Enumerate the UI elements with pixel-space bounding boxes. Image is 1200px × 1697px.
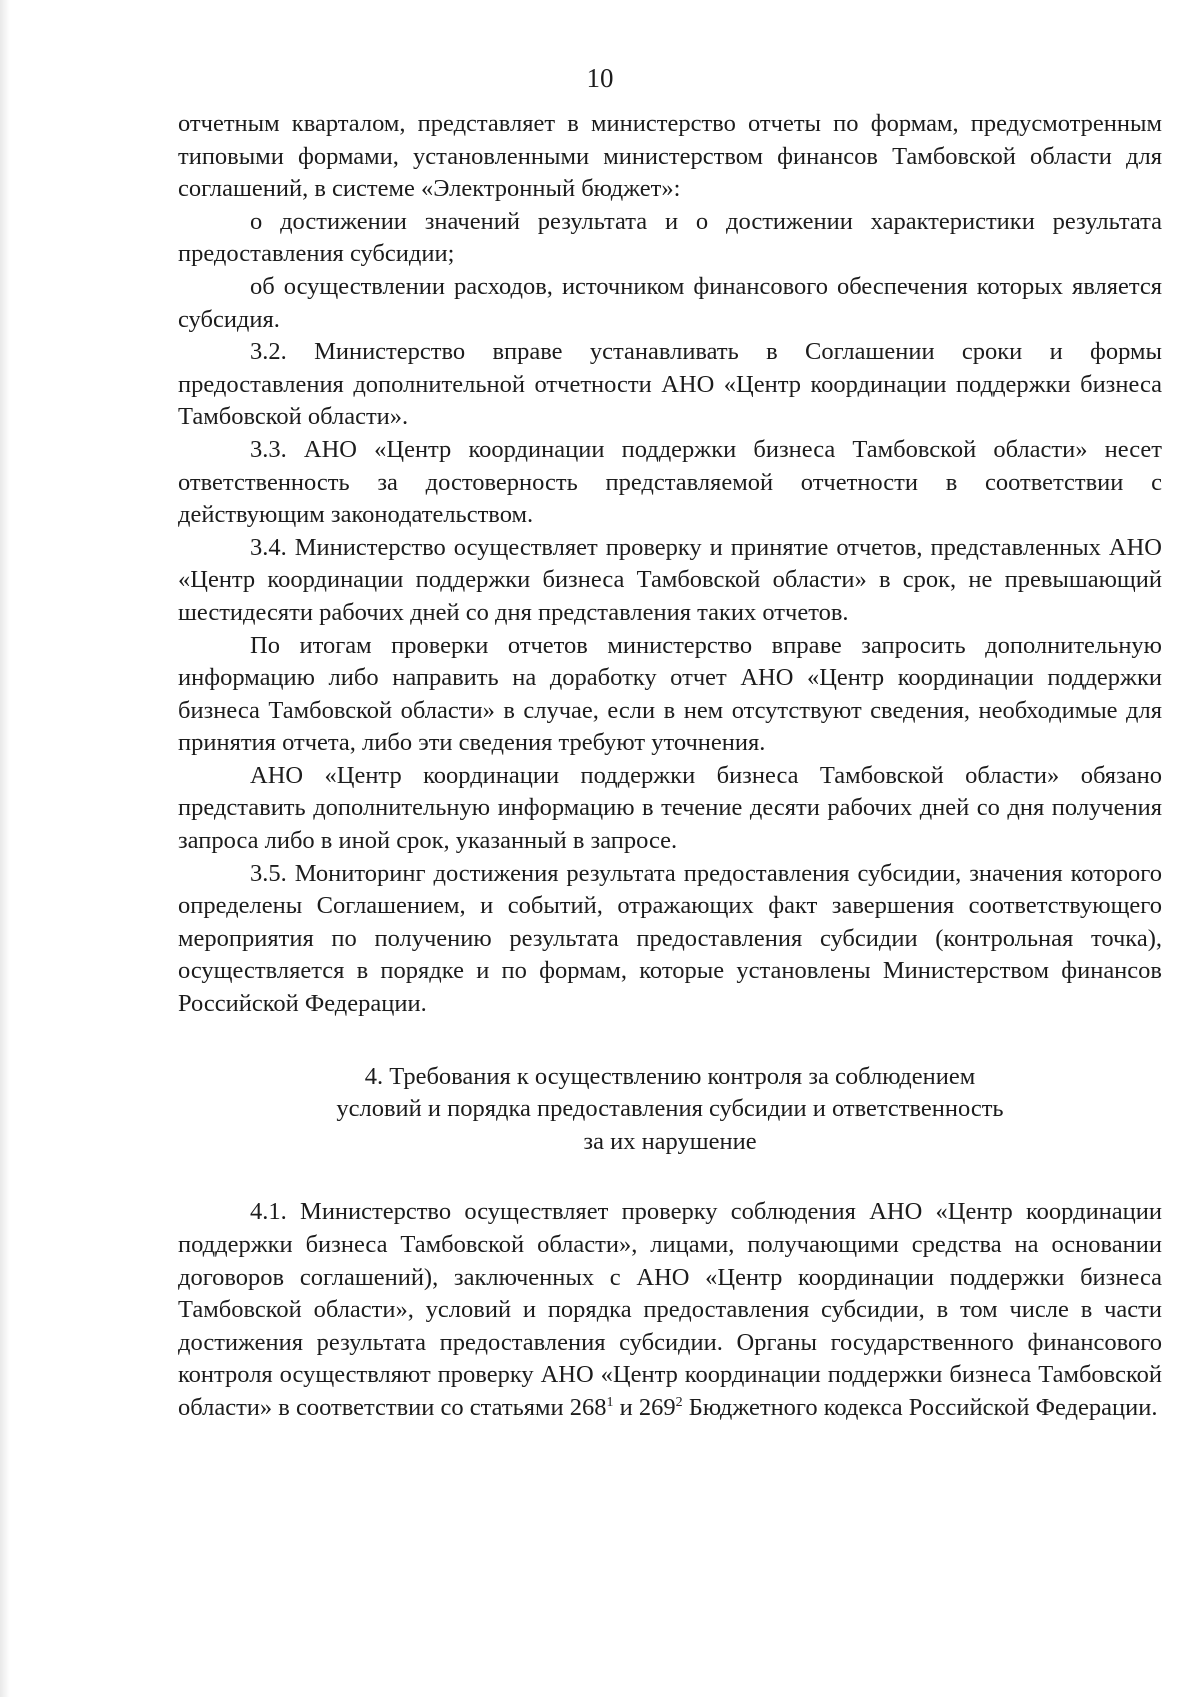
heading-line: за их нарушение [583,1127,757,1155]
paragraph-3-4: 3.4. Министерство осуществляет проверку и принятие отчетов, представленных АНО «Центр координации поддержки бизнеса Тамбовской области» в срок, не превышающий шестидесяти рабочих дней со дня представления таких отчетов. [178,533,1162,626]
article-number: 269 [638,1393,676,1421]
paragraph-3-3: 3.3. АНО «Центр координации поддержки бизнеса Тамбовской области» несет ответственность за достоверность представляемой отчетности в соответствии с действующим законодательством. [178,435,1162,529]
article-superscript: 2 [675,1394,683,1410]
section-heading [178,1061,1162,1159]
paragraph: о достижении значений результата и о достижении характеристики результата предоставления субсидии; [178,207,1162,268]
article-number: 268 [569,1393,607,1421]
paragraph-4-1-ending: Бюджетного кодекса Российской Федерации. [682,1393,1158,1421]
page-number: 10 [586,63,614,93]
paragraph-3-2: 3.2. Министерство вправе устанавливать в Соглашении сроки и формы предоставления дополнительной отчетности АНО «Центр координации поддержки бизнеса Тамбовской области». [178,338,1162,431]
document-body [178,108,1162,1425]
conjunction: и [613,1393,639,1421]
paragraph: По итогам проверки отчетов министерство вправе запросить дополнительную информацию либо направить на доработку отчет АНО «Центр координации поддержки бизнеса Тамбовской области» в случае, если в нем отсутствуют сведения, необходимые для принятия отчета, либо эти сведения требуют уточнения. [178,631,1162,757]
article-superscript: 1 [606,1394,614,1410]
paragraph-3-5: 3.5. Мониторинг достижения результата предоставления субсидии, значения которого определены Соглашением, и событий, отражающих факт завершения соответствующего мероприятия по получению результата предоставления субсидии (контрольная точка), осуществляется в порядке и по формам, которые установлены Министерством финансов Российской Федерации. [178,859,1162,1018]
heading-line: условий и порядка предоставления субсидии и ответственность [336,1095,1004,1123]
paragraph-4-1 [178,1196,1162,1424]
heading-line: 4. Требования к осуществлению контроля за соблюдением [364,1062,976,1090]
paragraph: АНО «Центр координации поддержки бизнеса Тамбовской области» обязано представить дополнительную информацию в течение десяти рабочих дней со дня получения запроса либо в иной срок, указанный в запросе. [178,761,1162,855]
paragraph: об осуществлении расходов, источником финансового обеспечения которых является субсидия. [178,272,1162,333]
scan-edge [0,0,10,1697]
paragraph-4-1-text: 4.1. Министерство осуществляет проверку соблюдения АНО «Центр координации поддержки бизнеса Тамбовской области», лицами, получающими средства на основании договоров соглашений), заключенных с АНО «Центр координации поддержки бизнеса Тамбовской области», условий и порядка предоставления субсидии, в том числе в части достижения результата предоставления субсидии. Органы государственного финансового контроля осуществляют проверку АНО «Центр координации поддержки бизнеса Тамбовской области» в соответствии со статьями [178,1198,1162,1421]
paragraph: отчетным кварталом, представляет в министерство отчеты по формам, предусмотренным типовыми формами, установленными министерством финансов Тамбовской области для соглашений, в системе «Электронный бюджет»: [178,110,1162,203]
